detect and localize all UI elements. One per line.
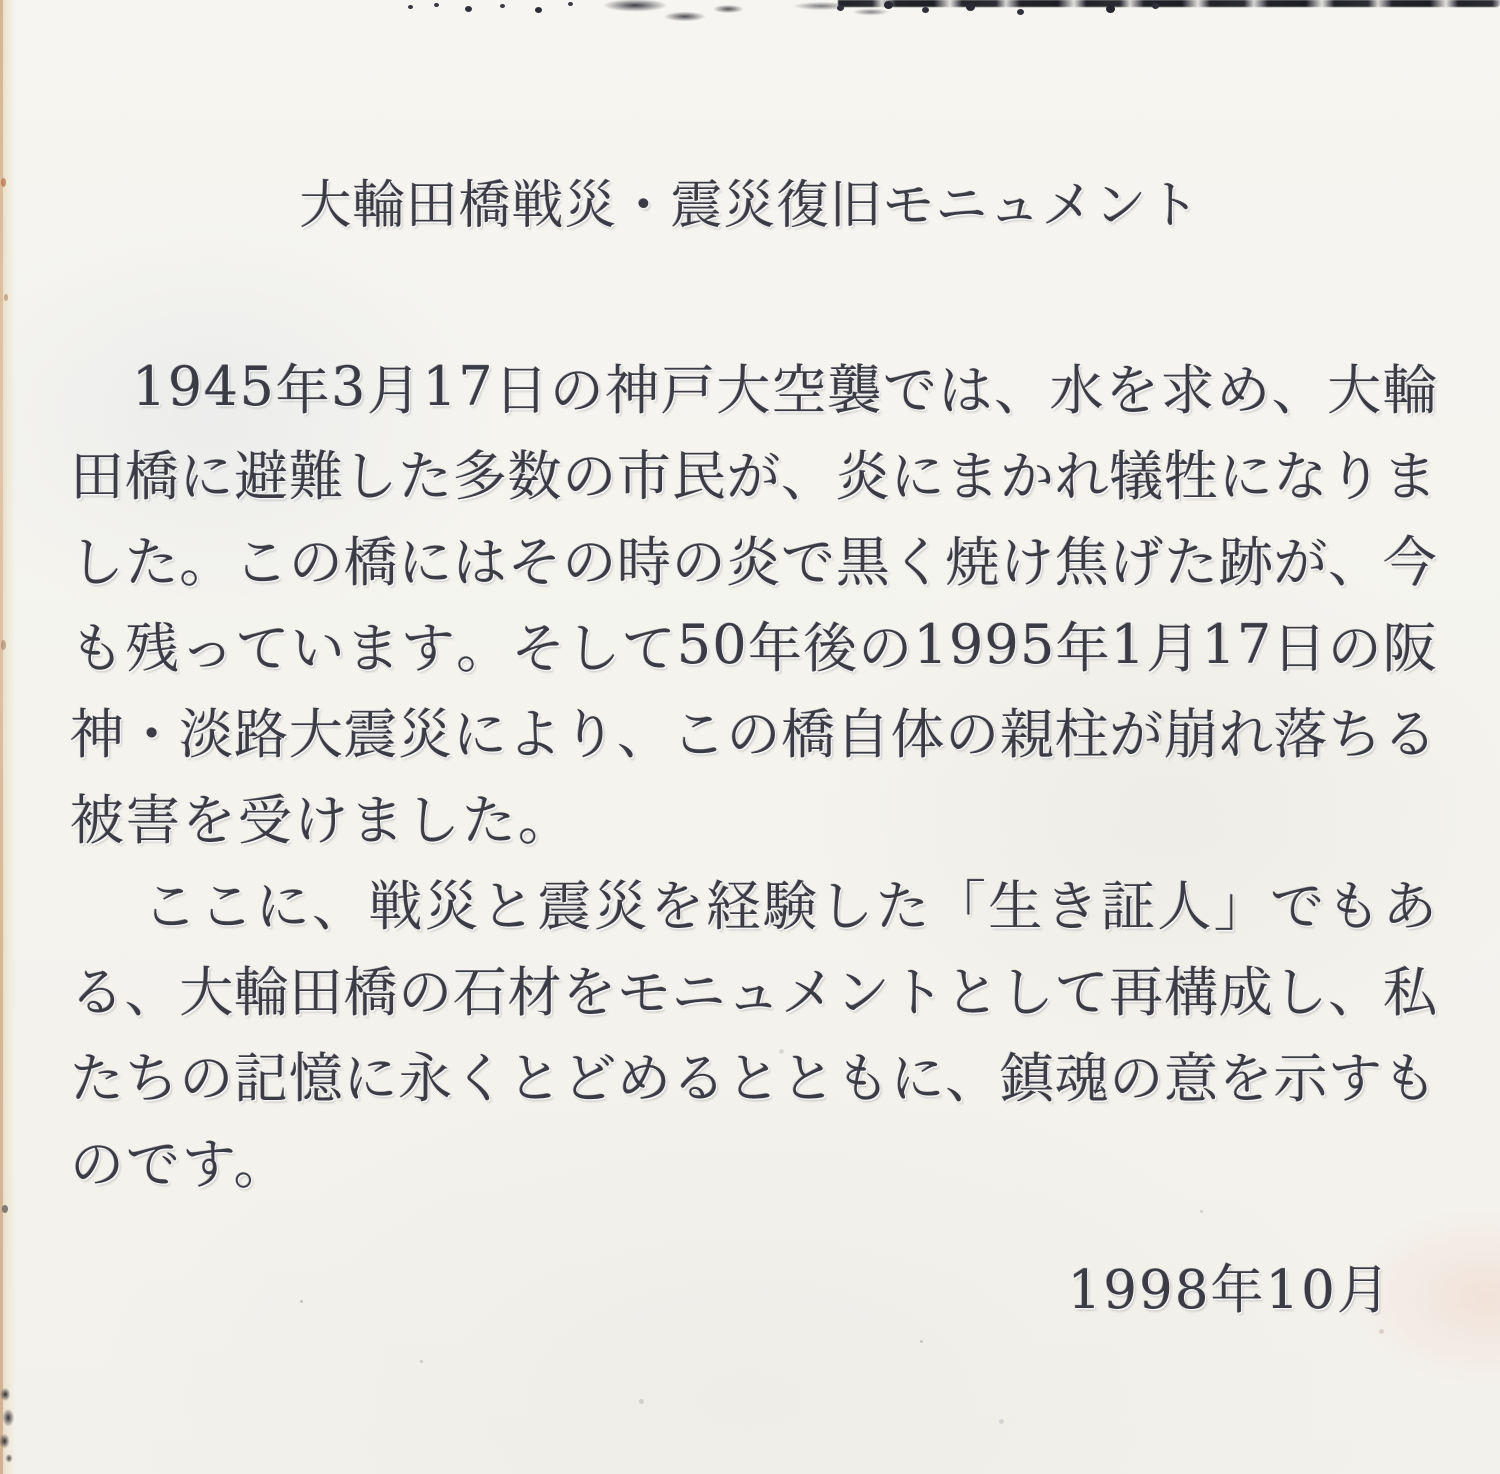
photo-artifact-top-band [838,0,1500,7]
body-line-7: こ こ に 、 戦 災 と 震 災 を 経 験 し た 「 生 き 証 人 」 で も あ [143,874,1437,938]
photo-artifact-edge-mark [1,640,6,650]
body-line-2: 田 橋 に 避 難 し た 多 数 の 市 民 が 、 炎 に ま か れ 犠 牲 に な り ま [70,444,1437,508]
photo-artifact-corner-scribble [0,1385,15,1463]
paper-specks [300,1300,303,1303]
plaque-title: 大輪田橋戦災・震災復旧モニュメント [299,176,1201,236]
photo-artifact-top-specks [408,5,413,9]
body-line-5: 神 ・ 淡 路 大 震 災 に よ り 、 こ の 橋 自 体 の 親 柱 が 崩 れ 落 ち る [70,702,1437,766]
plaque-date: 1998年10月 [1067,1260,1392,1321]
body-line-6: 被害を受けました。 [70,788,574,852]
photo-artifact-edge-mark [2,1205,8,1213]
body-line-1: 1 9 4 5 年 3 月 1 7 日 の 神 戸 大 空 襲 で は 、 水 を 求 め 、 大 輪 [132,354,1437,422]
photo-artifact-edge-mark [4,294,8,301]
photo-artifact-top-blotch [598,0,908,30]
body-line-9: た ち の 記 憶 に 永 く と ど め る と と も に 、 鎮 魂 の 意 を 示 す も [70,1046,1437,1110]
body-line-4: も 残 っ て い ま す 。 そ し て 5 0 年 後 の 1 9 9 5 年 1 月 1 7 日 の 阪 [70,612,1437,680]
plaque-body [70,343,1437,1203]
body-line-10: のです。 [70,1132,290,1196]
body-line-8: る 、 大 輪 田 橋 の 石 材 を モ ニ ュ メ ン ト と し て 再 構 成 し 、 私 [70,960,1437,1024]
body-line-3: し た 。 こ の 橋 に は そ の 時 の 炎 で 黒 く 焼 け 焦 げ た 跡 が 、 今 [70,530,1437,594]
